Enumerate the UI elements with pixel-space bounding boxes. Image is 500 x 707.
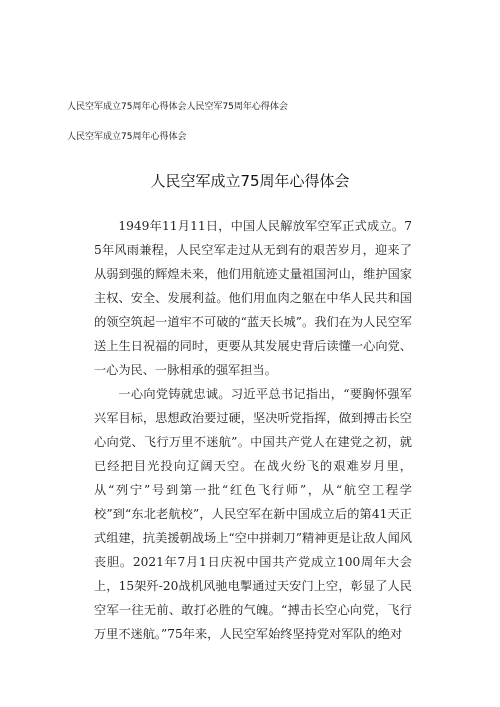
header-line-1: 人民空军成立75周年心得体会人民空军75周年心得体会 <box>67 102 288 112</box>
paragraph-2: 一心向党铸就忠诚。习近平总书记指出，“要胸怀强军兴军目标，思想政治要过硬，坚决听党指挥，做到搏击长空心向党、飞行万里不迷航”。中国共产党人在建党之初，就已经把目光投向辽阔天空。在战火纷飞的艰难岁月里，从“列宁”号到第一批“红色飞行师”，从“航空工程学校”到“东北老航校”，人民空军在新中国成立后的第41天正式组建，抗美援朝战场上“空中拼刺刀”精神更是让敌人闻风丧胆。2021年7月1日庆祝中国共产党成立100周年大会上，15架歼-20战机风驰电掣通过天安门上空，彰显了人民空军一往无前、敢打必胜的气魄。“搏击长空心向党，飞行万里不迷航。”75年来，人民空军始终坚持党对军队的绝对 <box>94 387 412 641</box>
document-title: 人民空军成立75周年心得体会 <box>150 172 350 190</box>
document-body <box>94 214 412 646</box>
header-line-2: 人民空军成立75周年心得体会 <box>67 132 187 142</box>
paragraph-1: 1949年11月11日，中国人民解放军空军正式成立。75年风雨兼程，人民空军走过从无到有的艰苦岁月，迎来了从弱到强的辉煌未来，他们用航迹丈量祖国河山，维护国家主权、安全、发展利益。他们用血肉之躯在中华人民共和国的领空筑起一道牢不可破的“蓝天长城”。我们在为人民空军送上生日祝福的同时，更要从其发展史背后读懂一心向党、一心为民、一脉相承的强军担当。 <box>94 219 412 377</box>
